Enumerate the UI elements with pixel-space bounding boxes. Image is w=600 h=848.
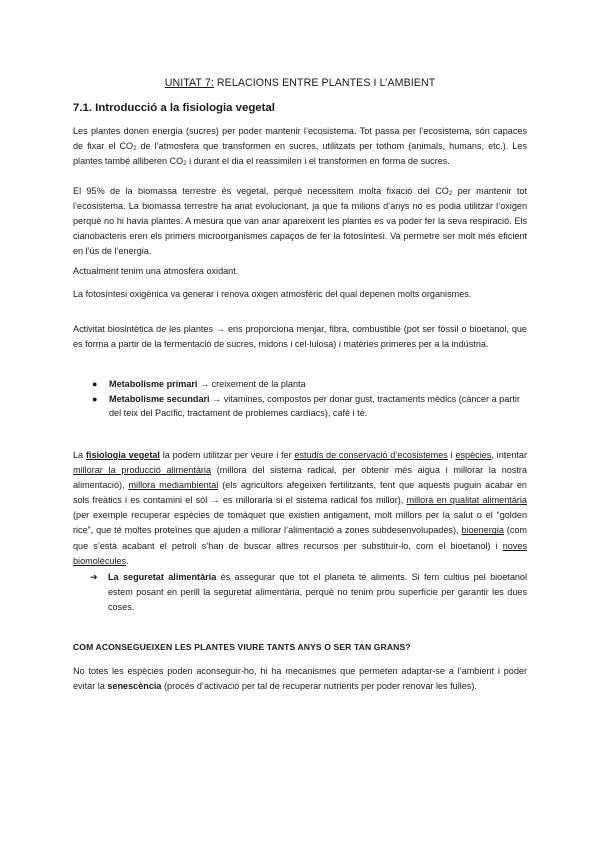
- p6-text: (per exemple recuperar espècies de tomàquet que existien antigament, molt millors per la salut o el “golden rice”, que té moltes proteïnes que ajuden a millorar l’alimentació a zones subdesenvolupades),: [73, 510, 527, 536]
- p1-text-c: i durant el dia el reassimilen i el transformen en forma de sucres.: [186, 156, 450, 167]
- p1-sub-2: 2: [183, 161, 187, 168]
- p6-underline: noves biomolècules: [73, 540, 527, 566]
- p6-text: (millora del sistema radical, per obtenir més aigua i millorar la nostra alimentació),: [73, 465, 528, 491]
- p6-text: la podem utilitzar per veure i fer: [159, 450, 295, 460]
- list-item-text: → creixement de la planta: [197, 379, 306, 389]
- arrow-note: [90, 570, 527, 615]
- paragraph-6: [73, 448, 527, 569]
- metabolism-list: [92, 377, 527, 422]
- p2-sub: 2: [448, 191, 453, 197]
- p1-sub-1: 2: [133, 146, 137, 153]
- arrow-note-bold: La seguretat alimentària: [108, 572, 217, 582]
- p2-text-a: El 95% de la biomassa terrestre és vegetal, perquè necessitem molta fixació del CO: [73, 186, 449, 196]
- document-title: [0, 77, 600, 89]
- p6-underline: millorar la producció alimentària: [73, 465, 212, 476]
- title-unit: UNITAT 7:: [164, 77, 214, 89]
- arrow-icon: ➔: [90, 572, 98, 582]
- bullet-icon: ●: [92, 379, 98, 389]
- p6-text: , intentar: [491, 450, 528, 460]
- p6-text: (els agricultors afegeixen fertilitzants, fent que aquests puguin acabar en sols freàtics i es contamini el sòl → es milloraria si el sistema radical fos millor),: [73, 480, 527, 506]
- bullet-icon: ●: [92, 394, 98, 405]
- p2-text-b: per mantenir tot l’ecosistema. La biomassa terrestre ha anat evolucionant, ja que fa milions d’anys no es podia utilitzar l’oxigen perquè no hi havia plantes. A mesura que van anar apareixent les plantes es va poder fer la seva respiració. Els cianobacteris eren els primers microorganismes capaços de fer la fotosíntesi. Va permetre ser molt més eficient en l’ús de l’energia.: [73, 186, 528, 257]
- section-heading: 7.1. Introducció a la fisiologia vegetal: [73, 102, 275, 114]
- paragraph-4: La fotosíntesi oxigènica va generar i renova oxigen atmosfèric del qual depenen molts organismes.: [73, 289, 472, 299]
- title-text: RELACIONS ENTRE PLANTES I L’AMBIENT: [213, 77, 436, 89]
- list-item-bold: Metabolisme secundari: [109, 394, 210, 405]
- paragraph-2: [73, 184, 527, 259]
- paragraph-5: Activitat biosintètica de les plantes → ens proporciona menjar, fibra, combustible (pot ser fòssil o bioetanol, que es forma a partir de la fermentació de sucres, midons i cel·lulosa) i matèries primeres per a la indústria.: [73, 324, 527, 350]
- arrow-note-text: és assegurar que tot el planeta té aliments. Si fem cultius pel bioetanol estem posant en perill la seguretat alimentària, perquè no tenim prou superfície per garantir les dues coses.: [108, 572, 528, 613]
- p6-text: (com que s’està acabant el petroli s’han de buscar altres recursos per substituir-lo, com el bioetanol) i: [73, 525, 528, 551]
- p6-underline: estudis de conservació d’ecosistemes: [294, 450, 448, 460]
- p6-text: La: [73, 450, 86, 460]
- p1-text-b: de l’atmosfera que transformen en sucres, utilitzats per tothom (animals, humans, etc.). Les plantes també alliberen CO: [73, 141, 527, 167]
- p6-text: i: [447, 450, 456, 460]
- list-item-bold: Metabolisme primari: [109, 379, 198, 389]
- paragraph-1: [73, 124, 527, 169]
- p7-bold: senescència: [107, 681, 162, 692]
- question-heading: COM ACONSEGUEIXEN LES PLANTES VIURE TANTS ANYS O SER TAN GRANS?: [73, 642, 411, 652]
- list-item: [92, 377, 527, 391]
- paragraph-7: [73, 664, 527, 694]
- list-item: [92, 392, 527, 420]
- paragraph-3: Actualment tenim una atmosfera oxidant.: [73, 266, 239, 276]
- p6-underline: espècies: [455, 450, 492, 460]
- p6-underline: millora mediambiental: [128, 480, 219, 491]
- p6-underline: millora en qualitat alimentària: [406, 495, 527, 506]
- p6-underline: bioenergia: [461, 525, 504, 536]
- p1-text-a: Les plantes donen energia (sucres) per poder mantenir l’ecosistema. Tot passa per l’ecosistema, són capaces de fixar el CO: [73, 126, 527, 152]
- p7-text-a: No totes les espècies poden aconseguir-ho, hi ha mecanismes que permeten adaptar-se a l’ambient i poder evitar la: [73, 666, 527, 692]
- p6-text: .: [126, 555, 129, 566]
- p6-underline: fisiologia vegetal: [85, 450, 160, 460]
- list-item-text: → vitamines, compostos per donar gust, tractaments mèdics (càncer a partir del teix del Pacífic, tractament de problemes cardíacs), cafè i té.: [109, 394, 520, 419]
- p7-text-b: (procés d’activació per tal de recuperar nutrients per poder renovar les fulles).: [161, 681, 477, 692]
